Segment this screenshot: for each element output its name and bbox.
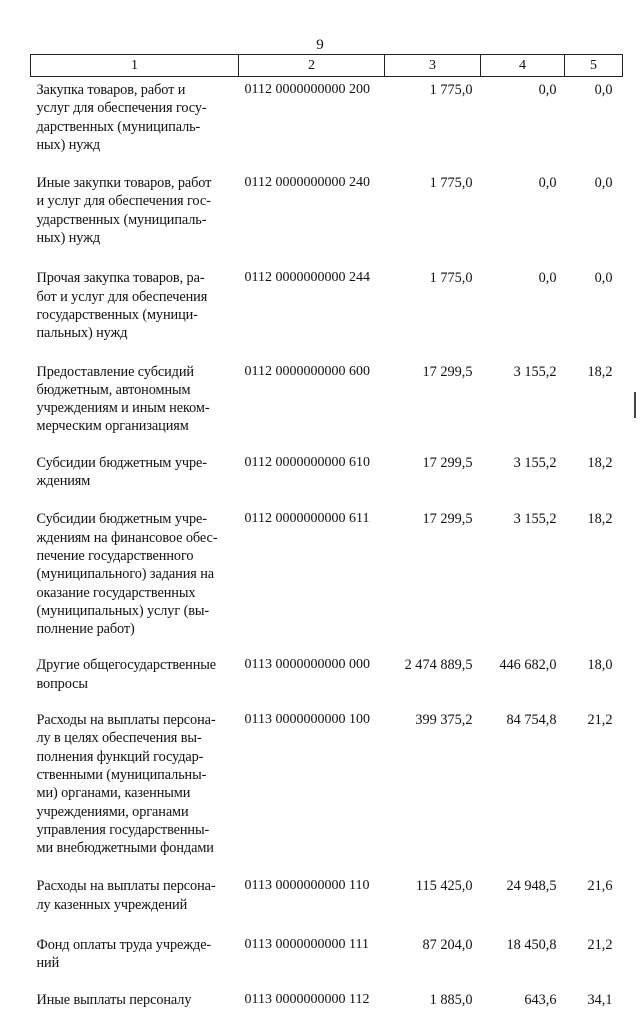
row-fact-amount: 3 155,2	[513, 363, 557, 380]
row-fact-amount: 3 155,2	[513, 511, 557, 528]
row-expense-name-line: дарственных (муниципаль-	[36, 118, 201, 135]
row-budget-code: 0112 0000000000 240	[244, 175, 370, 191]
row-percent: 18,0	[587, 657, 613, 674]
row-budget-code: 0113 0000000000 112	[244, 991, 370, 1007]
row-percent: 18,2	[587, 511, 613, 528]
row-expense-name-line: ми внебюджетными фондами	[36, 840, 214, 857]
row-budget-code: 0112 0000000000 244	[244, 270, 370, 286]
row-expense-name	[31, 77, 239, 171]
row-budget-code: 0113 0000000000 111	[244, 936, 369, 952]
table-row	[31, 932, 623, 987]
row-expense-name-line: государственных (муници-	[36, 306, 198, 323]
row-percent: 18,2	[587, 363, 613, 380]
row-fact-amount: 18 450,8	[506, 936, 557, 953]
row-expense-name-line: ми) органами, казенными	[36, 785, 191, 802]
row-expense-name-line: ждениям на финансовое обес-	[36, 529, 218, 546]
row-fact-amount: 0,0	[538, 175, 557, 192]
column-header-plan: 3	[385, 55, 481, 77]
row-expense-name-line: лу казенных учреждений	[36, 896, 188, 913]
row-expense-name-line: (муниципальных) услуг (вы-	[36, 602, 210, 619]
row-fact-amount: 84 754,8	[506, 712, 557, 729]
row-expense-name	[31, 932, 239, 987]
row-percent: 0,0	[594, 270, 613, 287]
table-body	[31, 77, 623, 1019]
column-header-code: 2	[239, 55, 385, 77]
row-expense-name-line: Фонд оплаты труда учрежде-	[36, 936, 212, 953]
row-percent: 0,0	[594, 82, 613, 98]
row-expense-name	[31, 652, 239, 707]
row-percent: 21,2	[587, 936, 613, 953]
column-header-fact: 4	[481, 55, 565, 77]
row-budget-code: 0112 0000000000 611	[244, 511, 370, 527]
row-budget-code: 0113 0000000000 110	[244, 878, 370, 894]
table-row	[31, 450, 623, 507]
row-expense-name-line: лу в целях обеспечения вы-	[36, 730, 202, 747]
row-expense-name-line: Расходы на выплаты персона-	[36, 712, 216, 729]
row-expense-name-line: пальных) нужд	[36, 325, 128, 342]
row-expense-name-line: ственными (муниципальны-	[36, 766, 207, 783]
column-header-percent: 5	[565, 55, 623, 77]
row-budget-code: 0113 0000000000 000	[244, 657, 370, 673]
row-expense-name-line: ударственных (муниципаль-	[36, 211, 207, 228]
row-expense-name-line: управления государственны-	[36, 821, 210, 838]
row-plan-amount: 399 375,2	[415, 712, 473, 729]
row-expense-name-line: учреждениями, органами	[36, 803, 189, 820]
row-expense-name	[31, 359, 239, 450]
row-plan-amount: 17 299,5	[422, 511, 473, 528]
row-expense-name	[31, 506, 239, 652]
row-expense-name-line: услуг для обеспечения госу-	[36, 100, 207, 117]
row-expense-name-line: и услуг для обеспечения гос-	[36, 193, 211, 210]
row-expense-name-line: учреждениям и иным неком-	[36, 400, 210, 417]
row-plan-amount: 1 775,0	[429, 175, 473, 192]
row-budget-code: 0112 0000000000 600	[244, 363, 370, 379]
row-expense-name-line: полнение работ)	[36, 621, 135, 638]
row-budget-code: 0113 0000000000 100	[244, 712, 370, 728]
row-expense-name-line: Предоставление субсидий	[36, 363, 194, 380]
row-expense-name-line: Закупка товаров, работ и	[36, 82, 186, 98]
column-header-name: 1	[31, 55, 239, 77]
row-plan-amount: 1 775,0	[429, 270, 473, 287]
row-percent: 18,2	[587, 454, 613, 471]
row-expense-name-line: мерческим организациям	[36, 418, 189, 435]
row-budget-code: 0112 0000000000 610	[244, 454, 370, 470]
row-expense-name-line: ждениям	[36, 473, 91, 490]
budget-table	[30, 54, 623, 1019]
row-expense-name	[31, 170, 239, 265]
row-percent: 0,0	[594, 175, 613, 192]
row-fact-amount: 0,0	[538, 270, 557, 287]
row-expense-name-line: ных) нужд	[36, 230, 101, 247]
row-plan-amount: 115 425,0	[415, 878, 473, 895]
table-row	[31, 359, 623, 450]
table-header	[31, 55, 623, 77]
row-fact-amount: 0,0	[538, 82, 557, 98]
row-fact-amount: 3 155,2	[513, 454, 557, 471]
row-plan-amount: 17 299,5	[422, 454, 473, 471]
row-expense-name-line: бюджетным, автономным	[36, 381, 191, 398]
row-expense-name-line: Иные закупки товаров, работ	[36, 175, 212, 192]
table-row	[31, 506, 623, 652]
row-fact-amount: 446 682,0	[499, 657, 557, 674]
row-expense-name-line: (муниципального) задания на	[36, 566, 214, 583]
row-expense-name-line: ных) нужд	[36, 136, 101, 153]
row-expense-name-line: вопросы	[36, 675, 88, 692]
row-plan-amount: 1 885,0	[429, 991, 473, 1008]
row-percent: 21,6	[587, 878, 613, 895]
row-plan-amount: 2 474 889,5	[404, 657, 473, 674]
row-fact-amount: 643,6	[524, 991, 557, 1008]
row-expense-name-line: полнения функций государ-	[36, 748, 204, 765]
row-expense-name-line: Расходы на выплаты персона-	[36, 878, 216, 895]
page-number: 9	[316, 37, 324, 53]
row-expense-name	[31, 265, 239, 358]
row-plan-amount: 17 299,5	[422, 363, 473, 380]
table-row	[31, 873, 623, 932]
row-expense-name	[31, 987, 239, 1019]
row-plan-amount: 87 204,0	[422, 936, 473, 953]
row-expense-name	[31, 450, 239, 507]
row-percent: 34,1	[587, 991, 613, 1008]
row-expense-name	[31, 707, 239, 873]
table-row	[31, 707, 623, 873]
scan-artifact-mark	[634, 392, 636, 418]
row-expense-name-line: бот и услуг для обеспечения	[36, 288, 208, 305]
table-row	[31, 265, 623, 358]
row-plan-amount: 1 775,0	[429, 82, 473, 98]
row-expense-name-line: Субсидии бюджетным учре-	[36, 511, 207, 528]
row-expense-name-line: печение государственного	[36, 547, 194, 564]
table-row	[31, 170, 623, 265]
row-expense-name-line: Другие общегосударственные	[36, 657, 217, 674]
row-expense-name-line: ний	[36, 955, 60, 972]
row-expense-name	[31, 873, 239, 932]
row-fact-amount: 24 948,5	[506, 878, 557, 895]
header-row	[31, 55, 623, 77]
table-row	[31, 77, 623, 171]
row-expense-name-line: оказание государственных	[36, 584, 196, 601]
table-row	[31, 987, 623, 1019]
row-expense-name-line: Субсидии бюджетным учре-	[36, 454, 207, 471]
table-row	[31, 652, 623, 707]
row-budget-code: 0112 0000000000 200	[244, 82, 370, 97]
row-expense-name-line: Иные выплаты персоналу	[36, 991, 192, 1008]
row-expense-name-line: Прочая закупка товаров, ра-	[36, 270, 205, 287]
row-percent: 21,2	[587, 712, 613, 729]
